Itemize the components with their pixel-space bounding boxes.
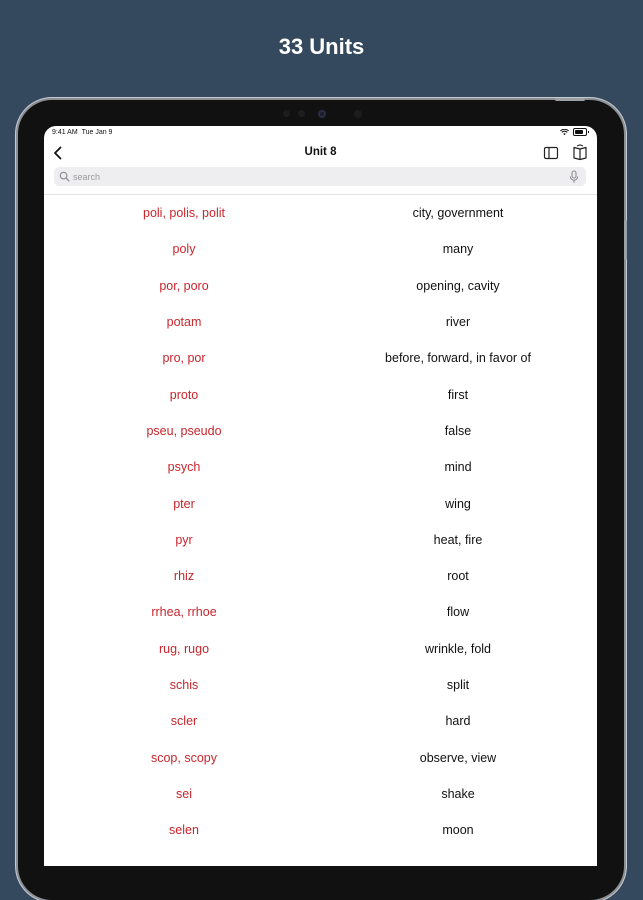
list-item[interactable] [44,703,597,739]
root-meaning: first [447,387,469,402]
word-root: schis [169,678,199,692]
list-item[interactable] [44,558,597,594]
root-meaning: split [446,678,470,692]
navigation-bar [44,140,597,166]
root-meaning: city, government [412,206,504,221]
root-meaning: moon [442,823,474,838]
word-root: rrhea, rrhoe [151,605,217,620]
list-item[interactable] [44,413,597,449]
root-meaning: mind [444,460,472,475]
list-item[interactable] [44,449,597,485]
root-meaning: opening, cavity [416,278,500,293]
word-root: potam [166,315,202,330]
sensor-dot [354,110,362,118]
root-meaning: wrinkle, fold [425,641,491,656]
status-clock: 9:41 AM [52,129,78,136]
word-root: pro, por [162,351,206,366]
list-item[interactable] [44,631,597,667]
top-button [555,98,585,101]
root-meaning: root [447,569,469,584]
list-item[interactable] [44,776,597,812]
mic-icon[interactable] [568,170,580,184]
page-title: Unit 8 [304,146,337,158]
root-meaning: observe, view [419,750,497,765]
list-item[interactable] [44,304,597,340]
word-root: pter [173,496,195,511]
root-meaning: shake [441,786,475,801]
battery-icon [573,128,587,136]
list-item[interactable] [44,522,597,558]
list-item[interactable] [44,812,597,848]
root-meaning: before, forward, in favor of [385,351,531,366]
word-root: pseu, pseudo [146,423,222,438]
list-item[interactable] [44,594,597,630]
word-root: por, poro [159,278,209,293]
list-item[interactable] [44,340,597,376]
book-icon[interactable] [571,144,589,162]
status-date: Tue Jan 9 [81,129,113,136]
word-root: selen [169,823,199,838]
search-bar [54,167,586,186]
word-root: rhiz [173,569,195,584]
search-icon [59,171,70,182]
word-root: proto [169,387,199,402]
front-camera [318,110,326,118]
sidebar-icon[interactable] [542,144,560,162]
list-item[interactable] [44,739,597,775]
list-item[interactable] [44,667,597,703]
root-meaning: hard [445,714,471,729]
wifi-icon [560,129,569,136]
word-root: poly [172,242,196,257]
word-root: pyr [175,532,193,547]
list-item[interactable] [44,485,597,521]
entries-list [44,195,597,848]
list-item[interactable] [44,376,597,412]
root-meaning: heat, fire [433,532,483,547]
sensor-dot [298,110,305,117]
list-item[interactable] [44,195,597,231]
app-screen [44,126,597,866]
root-meaning: many [442,242,474,257]
word-root: rug, rugo [158,641,210,656]
root-meaning: flow [446,605,470,620]
word-root: poli, polis, polit [143,206,225,221]
word-root: scler [170,714,198,729]
sensor-dot [283,110,290,117]
list-item[interactable] [44,268,597,304]
root-meaning: false [444,423,472,438]
root-meaning: river [445,315,471,330]
word-root: sei [176,786,192,801]
root-meaning: wing [445,496,471,511]
list-item[interactable] [44,231,597,267]
status-time [52,129,112,136]
word-root: psych [167,460,201,475]
status-bar [44,126,597,140]
volume-button [624,220,627,260]
status-indicators [560,128,587,136]
promo-headline: 33 Units [278,34,365,59]
word-root: scop, scopy [150,750,217,765]
search-input[interactable] [70,168,568,185]
